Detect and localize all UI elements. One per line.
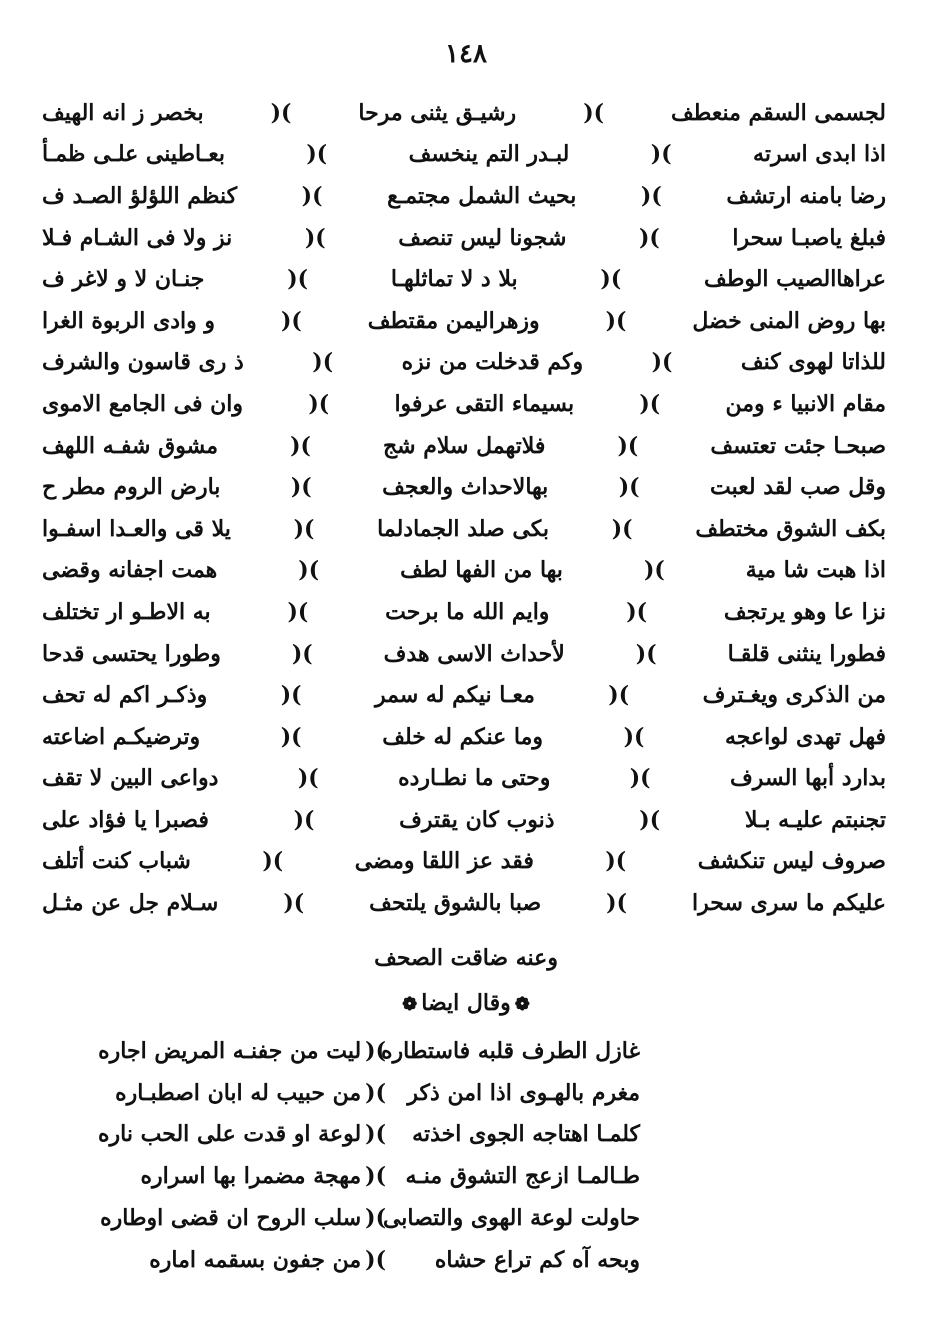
verse-separator: )( xyxy=(365,1121,386,1148)
poem-main-verse xyxy=(42,258,886,300)
verse-separator: )( xyxy=(290,474,312,501)
hemistich: وكم قدخلت من نزه xyxy=(401,349,584,376)
hemistich: ذنوب كان يقترف xyxy=(399,806,555,833)
poem-main-verse xyxy=(42,300,886,342)
hemistich: لوعة او قدت على الحب ناره xyxy=(98,1121,362,1148)
hemistich: بارض الروم مطر ح xyxy=(42,474,221,501)
hemistich: وطورا يحتسى قدحا xyxy=(42,640,221,667)
hemistich: مهجة مضمرا بها اسراره xyxy=(140,1163,362,1190)
verse-separator: )( xyxy=(617,432,639,459)
verse-separator: )( xyxy=(651,349,673,376)
verse-separator: )( xyxy=(365,1037,386,1064)
verse-separator: )( xyxy=(283,890,305,917)
verse-separator: )( xyxy=(650,141,672,168)
hemistich: بكف الشوق مختطف xyxy=(695,515,886,542)
verse-separator: )( xyxy=(301,182,323,209)
verse-separator: )( xyxy=(306,141,328,168)
hemistich: بهالاحداث والعجف xyxy=(382,474,549,501)
hemistich: بها روض المنى خضل xyxy=(692,307,886,334)
ornament-left-icon: ❁ xyxy=(402,994,418,1015)
verse-separator: )( xyxy=(270,99,292,126)
hemistich: نزا عا وهو يرتجف xyxy=(723,598,886,625)
verse-separator: )( xyxy=(280,723,302,750)
section-heading-text: وقال ايضا xyxy=(421,990,511,1016)
verse-separator: )( xyxy=(280,307,302,334)
hemistich: كلمـا اهتاجه الجوى اخذته xyxy=(412,1121,640,1148)
verse-separator: )( xyxy=(291,640,313,667)
verse-separator: )( xyxy=(600,266,622,293)
poem-main-verse xyxy=(42,633,886,675)
hemistich: به الاطـو ار تختلف xyxy=(42,598,211,625)
verse-separator: )( xyxy=(312,349,334,376)
hemistich: بلا د لا تماثلهـا xyxy=(390,266,518,293)
verse-separator: )( xyxy=(304,224,326,251)
hemistich: طـالمـا ازعج التشوق منـه xyxy=(405,1163,640,1190)
hemistich: حاولت لوعة الهوى والتصابى xyxy=(382,1205,640,1232)
hemistich: وبحه آه كم تراع حشاه xyxy=(434,1246,640,1273)
verse-separator: )( xyxy=(606,890,627,917)
hemistich: من الذكرى ويغـترف xyxy=(702,682,886,709)
poem-second xyxy=(90,1030,640,1281)
poem-second-verse xyxy=(90,1072,640,1114)
hemistich: للذاتا لهوى كنف xyxy=(740,349,886,376)
poem-second-verse xyxy=(90,1114,640,1156)
hemistich: اذا ابدى اسرته xyxy=(753,141,886,168)
hemistich: جنـان لا و لاغر ف xyxy=(42,266,205,293)
section-heading xyxy=(0,985,932,1023)
poem-second-verse xyxy=(90,1197,640,1239)
poem-main-verse xyxy=(42,674,886,716)
verse-separator: )( xyxy=(639,806,661,833)
hemistich: فطورا ينثنى قلقـا xyxy=(727,640,886,667)
verse-separator: )( xyxy=(618,474,640,501)
poem-second-verse xyxy=(90,1155,640,1197)
hemistich: رشيـق يثنى مرحا xyxy=(358,99,517,126)
hemistich: مقام الانبيا ء ومن xyxy=(725,390,886,417)
verse-separator: )( xyxy=(611,515,633,542)
poem-main-verse xyxy=(42,841,886,883)
hemistich: همت اجفانه وقضى xyxy=(42,557,218,584)
hemistich: بسيماء التقى عرفوا xyxy=(394,390,575,417)
poem-main-verse xyxy=(42,175,886,217)
hemistich: بحيث الشمل مجتمـع xyxy=(387,182,577,209)
page-number: ١٤٨ xyxy=(445,39,487,69)
hemistich: لجسمى السقم منعطف xyxy=(671,99,886,126)
hemistich: فهل تهدى لواعجه xyxy=(725,723,886,750)
hemistich: بعـاطينى علـى ظمـأ xyxy=(42,141,225,168)
poem-main-verse xyxy=(42,383,886,425)
hemistich: وزهراليمن مقتطف xyxy=(367,307,540,334)
poem-main-verse xyxy=(42,134,886,176)
hemistich: بدارد أبها السرف xyxy=(730,765,886,792)
poem-final-hemistich: وعنه ضاقت الصحف xyxy=(374,945,558,971)
hemistich: فلاتهمل سلام شج xyxy=(382,432,546,459)
hemistich: صبا بالشوق يلتحف xyxy=(369,890,542,917)
verse-separator: )( xyxy=(638,224,660,251)
hemistich: وان فى الجامع الاموى xyxy=(42,390,244,417)
hemistich: نز ولا فى الشـام فـلا xyxy=(42,224,233,251)
hemistich: من حبيب له ابان اصطبـاره xyxy=(115,1079,362,1106)
hemistich: لأحداث الاسى هدف xyxy=(383,640,565,667)
hemistich: وقل صب لقد لعبت xyxy=(710,474,886,501)
poem-main-verse xyxy=(42,716,886,758)
hemistich: سلب الروح ان قضى اوطاره xyxy=(100,1205,362,1232)
verse-separator: )( xyxy=(629,765,651,792)
verse-separator: )( xyxy=(365,1163,386,1190)
verse-separator: )( xyxy=(308,390,330,417)
hemistich: فبلغ ياصبـا سحرا xyxy=(732,224,886,251)
poem-main-verse xyxy=(42,550,886,592)
hemistich: رضا بامنه ارتشف xyxy=(726,182,886,209)
verse-separator: )( xyxy=(262,848,284,875)
verse-separator: )( xyxy=(605,307,627,334)
poem-main-verse xyxy=(42,882,886,924)
poem-second-verse xyxy=(90,1239,640,1281)
poem-main-verse xyxy=(42,342,886,384)
verse-separator: )( xyxy=(293,806,315,833)
hemistich: سـلام جل عن مثـل xyxy=(42,890,219,917)
verse-separator: )( xyxy=(298,557,320,584)
verse-separator: )( xyxy=(297,765,319,792)
verse-separator: )( xyxy=(290,432,311,459)
verse-separator: )( xyxy=(643,557,665,584)
hemistich: غازل الطرف قلبه فاستطاره xyxy=(380,1037,640,1064)
poem-main-verse xyxy=(42,466,886,508)
hemistich: اذا هبت شا مية xyxy=(745,557,886,584)
hemistich: شجونا ليس تنصف xyxy=(398,224,567,251)
hemistich: كنظم اللؤلؤ الصـد ف xyxy=(42,182,238,209)
hemistich: وما عنكم له خلف xyxy=(382,723,543,750)
hemistich: تجنبتم عليـه بـلا xyxy=(744,806,886,833)
hemistich: وحتى ما نطـارده xyxy=(398,765,551,792)
verse-separator: )( xyxy=(605,848,627,875)
hemistich: صبحـا جئت تعتسف xyxy=(710,432,886,459)
poem-main-verse xyxy=(42,591,886,633)
poem-main-verse xyxy=(42,799,886,841)
hemistich: معـا نيكم له سمر xyxy=(374,682,535,709)
poem-main-verse xyxy=(42,92,886,134)
verse-separator: )( xyxy=(287,598,309,625)
ornament-right-icon: ❁ xyxy=(514,994,530,1015)
poem-second-verse xyxy=(90,1030,640,1072)
poem-main-verse xyxy=(42,217,886,259)
verse-separator: )( xyxy=(608,682,630,709)
hemistich: شباب كنت أتلف xyxy=(42,848,191,875)
hemistich: دواعى البين لا تقف xyxy=(42,765,219,792)
hemistich: بخصر ز انه الهيف xyxy=(42,99,204,126)
hemistich: عراهاالصيب الوطف xyxy=(704,266,886,293)
hemistich: مشوق شفـه اللهف xyxy=(42,432,218,459)
hemistich: ذ رى قاسون والشرف xyxy=(42,349,244,376)
hemistich: وترضيكـم اضاعته xyxy=(42,723,201,750)
hemistich: فصبرا يا فؤاد على xyxy=(42,806,209,833)
verse-separator: )( xyxy=(280,682,302,709)
hemistich: و وادى الربوة الغرا xyxy=(42,307,216,334)
hemistich: بكى صلد الجمادلما xyxy=(377,515,549,542)
poem-main-verse xyxy=(42,508,886,550)
verse-separator: )( xyxy=(365,1246,386,1273)
hemistich: وايم الله ما برحت xyxy=(385,598,550,625)
verse-separator: )( xyxy=(365,1079,386,1106)
verse-separator: )( xyxy=(583,99,605,126)
poem-main-verse xyxy=(42,758,886,800)
verse-separator: )( xyxy=(287,266,309,293)
hemistich: مغرم بالهـوى اذا امن ذكر xyxy=(407,1079,640,1106)
hemistich: من جفون بسقمه اماره xyxy=(149,1246,362,1273)
hemistich: صروف ليس تنكشف xyxy=(697,848,886,875)
hemistich: بها من الفها لطف xyxy=(400,557,563,584)
hemistich: عليكم ما سرى سحرا xyxy=(692,890,886,917)
verse-separator: )( xyxy=(635,640,657,667)
verse-separator: )( xyxy=(626,598,648,625)
hemistich: ليت من جفنـه المريض اجاره xyxy=(98,1037,362,1064)
verse-separator: )( xyxy=(639,390,661,417)
hemistich: لبـدر التم ينخسف xyxy=(408,141,570,168)
verse-separator: )( xyxy=(640,182,662,209)
poem-main-verse xyxy=(42,425,886,467)
hemistich: فقد عز اللقا ومضى xyxy=(354,848,534,875)
hemistich: يلا قى والعـدا اسفـوا xyxy=(42,515,231,542)
hemistich: وذكـر اكم له تحف xyxy=(42,682,208,709)
verse-separator: )( xyxy=(365,1205,386,1232)
verse-separator: )( xyxy=(623,723,645,750)
verse-separator: )( xyxy=(293,515,315,542)
poem-main xyxy=(42,92,886,924)
